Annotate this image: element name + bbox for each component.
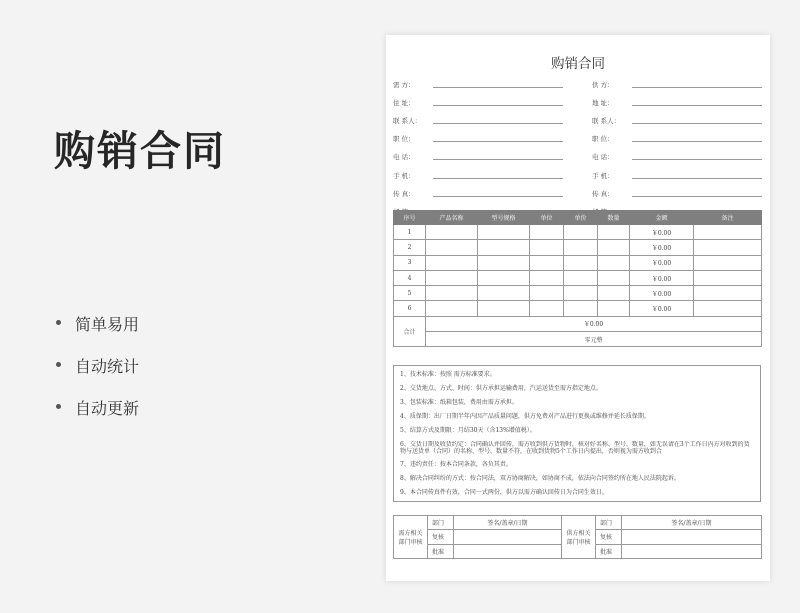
total-value: ￥0.00 — [426, 316, 762, 331]
total-words: 零元整 — [426, 332, 762, 347]
feature-item: 自动统计 — [56, 354, 139, 396]
buyer-field-row: 需 方： — [393, 73, 563, 91]
table-row: 5 ￥0.00 — [394, 286, 762, 301]
column-header: 型号规格 — [478, 211, 530, 225]
term-item: 6、交货日期及收货约定：合同确认并回传，需方收到供方货物时，核对好名称、型号、数量，如无误请在3个工作日内方对收到的货物与送货单（合同）的名称、型号、数量不符，在收到货物5个工作日内提出，否则视为需方收到合 — [400, 441, 750, 455]
table-row: 4 ￥0.00 — [394, 270, 762, 285]
buyer-review-label: 需方相关部门审核 — [394, 516, 428, 559]
table-row: 2 ￥0.00 — [394, 240, 762, 255]
approval-row: 批准 批准 — [394, 544, 762, 558]
document-title: 购销合同 — [551, 56, 605, 72]
buyer-field-row: 电 话： — [393, 145, 563, 163]
fill-line[interactable] — [433, 87, 563, 88]
buyer-field-row: 手 机： — [393, 163, 563, 181]
column-header: 产品名称 — [426, 211, 478, 225]
fill-line[interactable] — [632, 105, 762, 106]
total-label: 合计 — [394, 316, 426, 347]
seller-info — [592, 73, 762, 218]
buyer-field-row: 职 位： — [393, 127, 563, 145]
table-row: 3 ￥0.00 — [394, 255, 762, 270]
fill-line[interactable] — [433, 141, 563, 142]
fill-line[interactable] — [632, 196, 762, 197]
approval-table — [393, 515, 762, 559]
term-item: 9、本合同传真件有效，合同一式两份，供方以需方确认回传日为合同生效日。 — [400, 489, 608, 496]
contract-terms — [393, 365, 761, 502]
term-item: 1、技术标准：按照 需方标准要求。 — [400, 371, 496, 378]
buyer-field-row: 传 真： — [393, 182, 563, 200]
term-item: 4、质保期：出厂日期半年内因产品质量问题，供方免费对产品进行更换或维修并延长质保期。 — [400, 413, 650, 420]
buyer-field-row: 住 址： — [393, 91, 563, 109]
seller-field-row: 电 话： — [592, 145, 762, 163]
approval-row: 需方相关部门审核 部门 签名/盖章/日期 供方相关部门审核 部门 签名/盖章/日期 — [394, 516, 762, 530]
table-header-row — [394, 211, 762, 225]
table-row: 6 ￥0.00 — [394, 301, 762, 316]
column-header: 单位 — [530, 211, 564, 225]
table-row: 1 ￥0.00 — [394, 225, 762, 240]
product-table — [393, 210, 762, 347]
feature-item: 自动更新 — [56, 396, 139, 438]
buyer-field-row: 联 系人： — [393, 109, 563, 127]
bullet-icon — [56, 362, 61, 367]
bullet-icon — [56, 320, 61, 325]
bullet-icon — [56, 404, 61, 409]
fill-line[interactable] — [433, 178, 563, 179]
column-header: 金额 — [630, 211, 694, 225]
fill-line[interactable] — [632, 141, 762, 142]
term-item: 8、解决合同纠纷的方式：按合同法，双方协商解决，如协商不成，依法向合同签约所在地人民法院起诉。 — [400, 475, 680, 482]
column-header: 数量 — [598, 211, 630, 225]
term-item: 3、包装标准：纸箱包装，费用由需方承担。 — [400, 399, 518, 406]
fill-line[interactable] — [632, 159, 762, 160]
fill-line[interactable] — [632, 87, 762, 88]
term-item: 5、结算方式及期限：月结30天（含13%增值税）。 — [400, 427, 536, 434]
approval-row: 复核 复核 — [394, 530, 762, 544]
contract-document — [386, 35, 770, 581]
seller-field-row: 手 机： — [592, 163, 762, 181]
total-row — [394, 316, 762, 331]
seller-field-row: 职 位： — [592, 127, 762, 145]
seller-field-row: 地 址： — [592, 91, 762, 109]
buyer-info — [393, 73, 563, 218]
fill-line[interactable] — [632, 123, 762, 124]
fill-line[interactable] — [433, 123, 563, 124]
total-words-row — [394, 332, 762, 347]
feature-list — [56, 312, 139, 438]
seller-field-row: 传 真： — [592, 182, 762, 200]
fill-line[interactable] — [632, 178, 762, 179]
column-header: 单价 — [564, 211, 598, 225]
seller-field-row: 联 系人： — [592, 109, 762, 127]
term-item: 2、交货地点、方式、时间：供方承担运输费用，汽运送货至需方指定地点。 — [400, 385, 602, 392]
fill-line[interactable] — [433, 159, 563, 160]
fill-line[interactable] — [433, 105, 563, 106]
seller-review-label: 供方相关部门审核 — [562, 516, 596, 559]
page-heading: 购销合同 — [54, 127, 226, 175]
column-header: 序号 — [394, 211, 426, 225]
column-header: 备注 — [694, 211, 762, 225]
term-item: 7、违约责任：按本合同条款，各负其责。 — [400, 461, 512, 468]
feature-item: 简单易用 — [56, 312, 139, 354]
seller-field-row: 供 方： — [592, 73, 762, 91]
fill-line[interactable] — [433, 196, 563, 197]
